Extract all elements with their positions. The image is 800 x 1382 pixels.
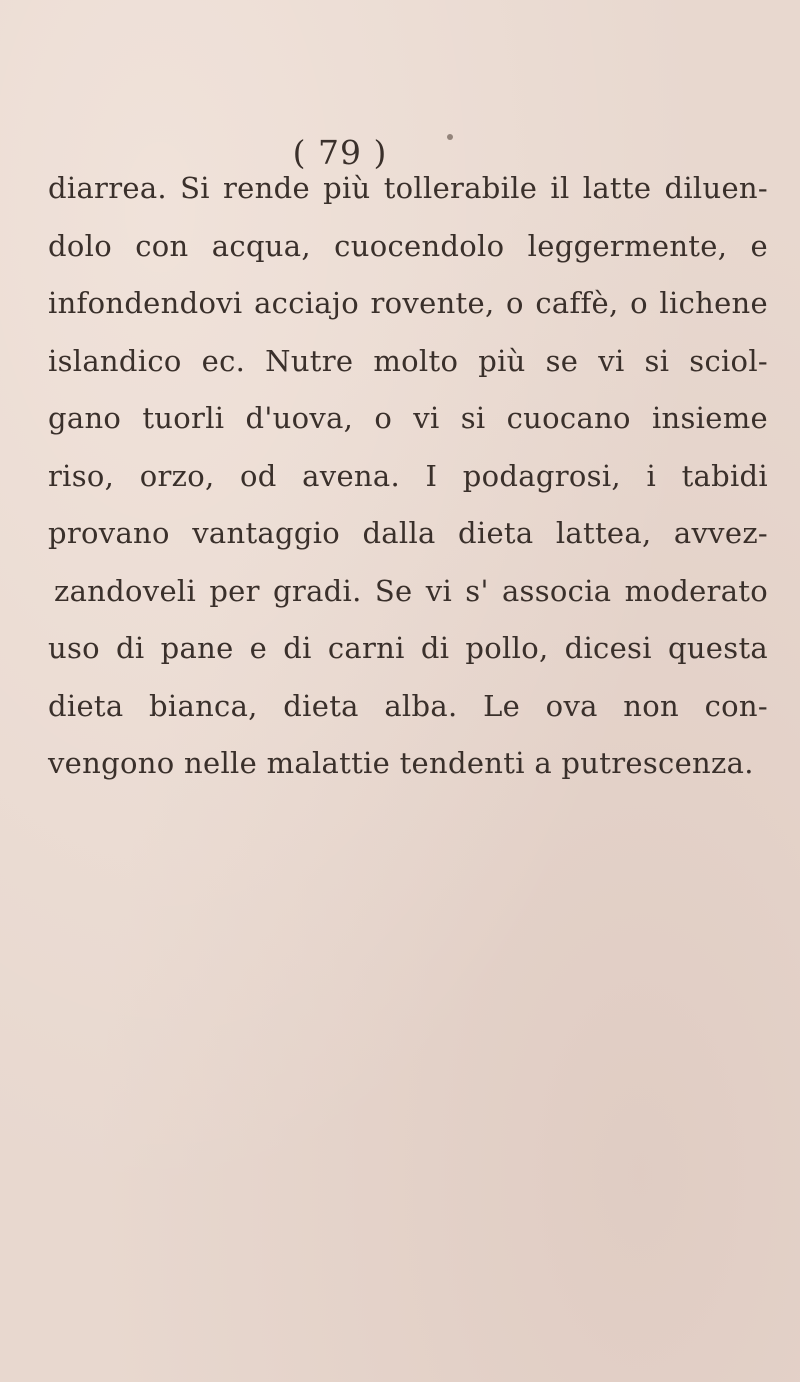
text-line: uso di pane e di carni di pollo, dicesi questa [48,631,768,665]
text-line: dolo con acqua, cuocendolo leggermente, e [48,228,768,263]
body-text [48,160,768,793]
text-line: vengono nelle malattie tendenti a putrescenza. [48,746,754,780]
ink-speck [447,134,453,140]
text-line: gano tuorli d'uova, o vi si cuocano insieme [48,401,768,435]
text-line: infondendovi acciajo rovente, o caffè, o lichene [48,286,768,320]
text-line: zandoveli per gradi. Se vi s' associa moderato [54,573,768,608]
text-line: islandico ec. Nutre molto più se vi si sciol- [48,343,768,378]
text-line: dieta bianca, dieta alba. Le ova non con- [48,688,768,723]
text-line: riso, orzo, od avena. I podagrosi, i tabidi [48,458,768,493]
text-line: provano vantaggio dalla dieta lattea, avvez- [48,516,768,550]
page-number: ( 79 ) [292,133,388,172]
text-line: diarrea. Si rende più tollerabile il latte diluen- [48,171,768,205]
